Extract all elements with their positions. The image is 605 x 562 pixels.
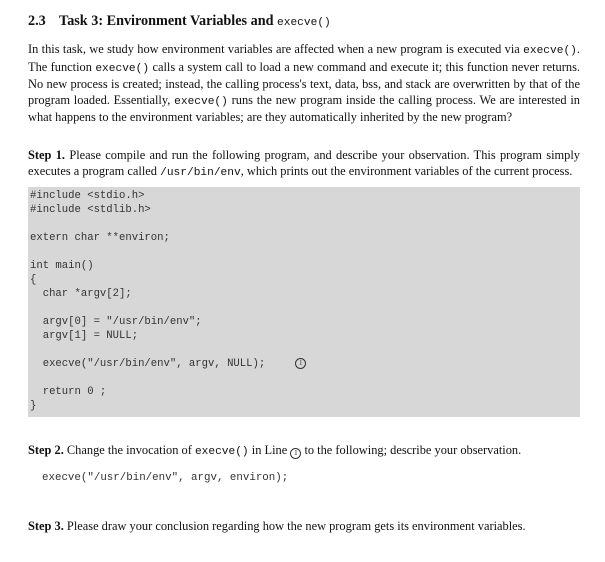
code-line: char *argv[2]; xyxy=(30,288,132,301)
code-line: #include <stdio.h> xyxy=(30,190,145,203)
intro-text-4: runs the new program inside the calling process. We are interested in what happens to the environment variables; are they automatically inherited by the new program? xyxy=(28,92,580,125)
section-heading xyxy=(28,12,580,32)
code-line: return 0 ; xyxy=(30,385,107,398)
code-line xyxy=(28,343,580,357)
code-line: } xyxy=(30,400,37,412)
step2-paragraph xyxy=(28,443,580,461)
code-line: argv[0] = "/usr/bin/env"; xyxy=(30,316,202,329)
step1-paragraph xyxy=(28,148,580,181)
line-marker-inline: 1 xyxy=(290,448,301,459)
intro-code-3: execve() xyxy=(174,95,228,108)
code-line: int main() xyxy=(30,259,94,272)
step3-label: Step 3. xyxy=(28,518,64,533)
section-title-code: execve() xyxy=(277,17,331,29)
step2-text-2: in Line xyxy=(251,443,288,458)
intro-paragraph xyxy=(28,42,580,126)
step1-code-1: /usr/bin/env xyxy=(160,166,241,179)
step3-paragraph xyxy=(28,519,580,535)
code-line: argv[1] = NULL; xyxy=(30,330,139,343)
code-line-marked xyxy=(28,357,580,371)
intro-text-3: calls a system call to load a new command and execute it; this function never returns. No new process is created; instead, the calling process's text, data, bss, and stack are overwritten by that of the program loaded. Essentially, xyxy=(28,59,580,107)
intro-code-2: execve() xyxy=(95,62,150,75)
code-line: { xyxy=(30,274,37,287)
code-line xyxy=(28,245,580,259)
step2-text-1: Change the invocation of xyxy=(66,443,192,458)
code-line xyxy=(28,371,580,385)
code-listing xyxy=(28,187,580,417)
step2-label: Step 2. xyxy=(28,443,64,458)
step2-code-1: execve() xyxy=(194,446,249,459)
step3-text: Please draw your conclusion regarding how the new program gets its environment variables. xyxy=(66,518,526,533)
code-line-text: execve("/usr/bin/env", argv, NULL); xyxy=(30,358,266,371)
line-marker: 1 xyxy=(295,358,306,369)
step1-text-1: Please compile and run the following program, and describe your observation. This program simply executes a program called xyxy=(28,147,580,178)
section-number: 2.3 xyxy=(28,13,46,29)
intro-text-2: . The function xyxy=(28,42,580,74)
step2-text-3: to the following; describe your observation. xyxy=(304,443,522,458)
step1-text-2: , which prints out the environment variables of the current process. xyxy=(240,163,573,178)
section-title: Task 3: Environment Variables and xyxy=(59,13,274,29)
code-line: #include <stdlib.h> xyxy=(30,204,151,217)
intro-text-1: In this task, we study how environment variables are affected when a new program is executed via xyxy=(28,42,520,56)
code-line: extern char **environ; xyxy=(30,232,170,245)
intro-code-1: execve() xyxy=(523,45,577,57)
step2-code-line: execve("/usr/bin/env", argv, environ); xyxy=(42,471,289,484)
step1-label: Step 1. xyxy=(28,147,66,162)
document-page xyxy=(28,12,580,534)
code-line xyxy=(28,301,580,315)
code-line xyxy=(28,218,580,232)
